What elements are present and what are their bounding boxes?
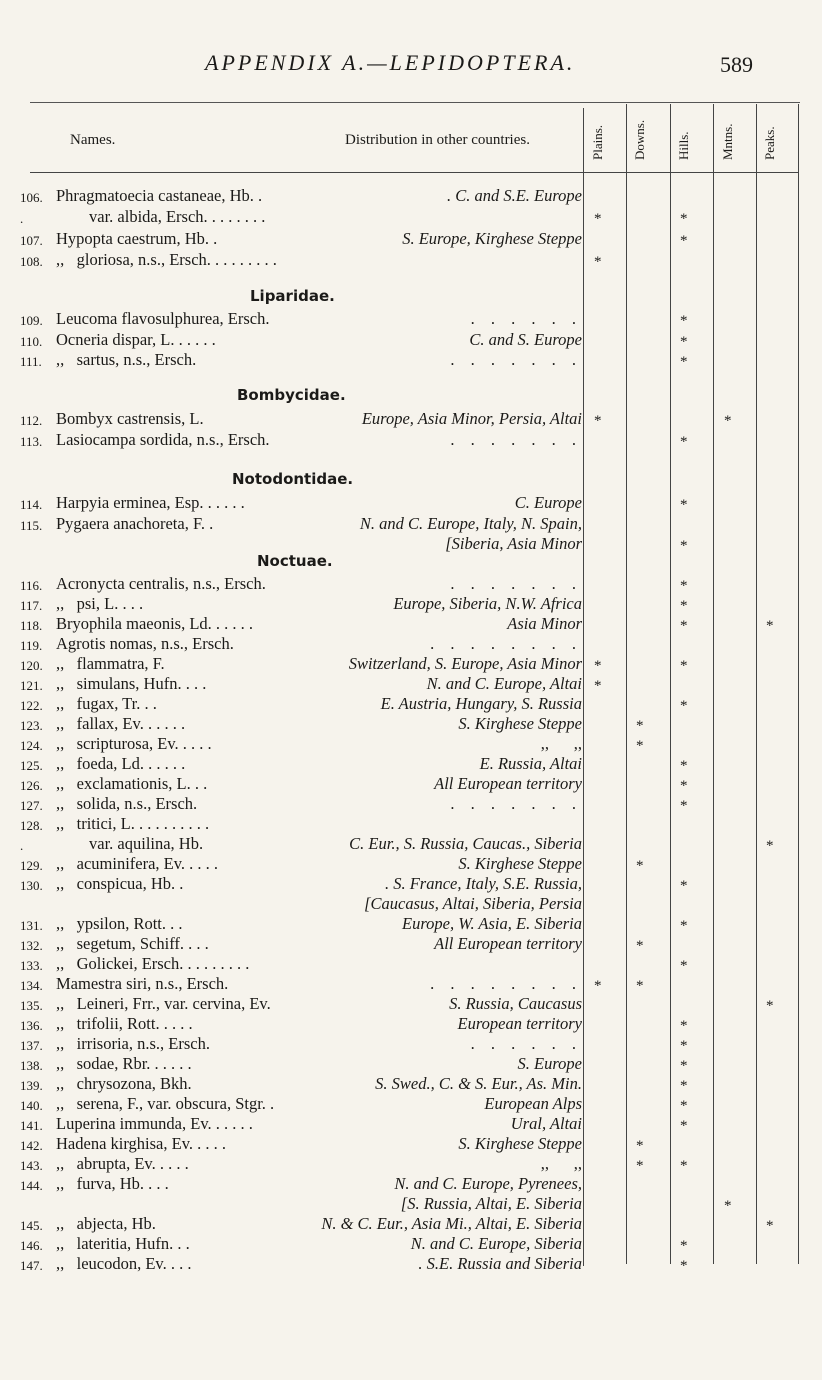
table-row xyxy=(0,1074,822,1094)
table-row xyxy=(0,1154,822,1174)
table-row xyxy=(0,734,822,754)
species-name: var. albida, Ersch. . . . . . . . xyxy=(56,207,266,226)
species-name: Agrotis nomas, n.s., Ersch. xyxy=(56,634,234,653)
habitat-mark-downs: * xyxy=(636,738,644,754)
column-header-downs: Downs. xyxy=(632,119,647,160)
table-row xyxy=(0,654,822,674)
species-name: ,, irrisoria, n.s., Ersch. xyxy=(56,1034,210,1053)
table-row xyxy=(0,714,822,734)
habitat-mark-hills: * xyxy=(680,618,688,634)
species-name: Leucoma flavosulphurea, Ersch. xyxy=(56,309,270,328)
distribution: C. Europe xyxy=(514,493,582,512)
species-name: ,, furva, Hb. . . . xyxy=(56,1174,169,1193)
habitat-mark-hills: * xyxy=(680,918,688,934)
distribution: . C. and S.E. Europe xyxy=(446,186,582,205)
habitat-mark-hills: * xyxy=(680,1038,688,1054)
habitat-mark-peaks: * xyxy=(766,1218,774,1234)
habitat-mark-peaks: * xyxy=(766,618,774,634)
distribution: Switzerland, S. Europe, Asia Minor xyxy=(348,654,582,673)
row-number: 127. xyxy=(20,798,43,813)
habitat-mark-peaks: * xyxy=(766,998,774,1014)
row-number: 120. xyxy=(20,658,43,673)
distribution: S. Russia, Caucasus xyxy=(449,994,582,1013)
table-row xyxy=(0,1114,822,1134)
species-name: ,, serena, F., var. obscura, Stgr. . xyxy=(56,1094,275,1113)
habitat-mark-hills: * xyxy=(680,1058,688,1074)
distribution: C. Eur., S. Russia, Caucas., Siberia xyxy=(349,834,582,853)
habitat-mark-downs: * xyxy=(636,978,644,994)
row-number: 147. xyxy=(20,1258,43,1273)
header-bottom-rule xyxy=(30,172,798,173)
section-notodontidae: Notodontidae. xyxy=(232,470,354,488)
species-name: ,, lateritia, Hufn. . . xyxy=(56,1234,190,1253)
table-row xyxy=(0,1174,822,1194)
table-row xyxy=(0,309,822,329)
habitat-mark-hills: * xyxy=(680,1098,688,1114)
row-number: 140. xyxy=(20,1098,43,1113)
table-row xyxy=(0,634,822,654)
habitat-mark-hills: * xyxy=(680,578,688,594)
habitat-mark-hills: * xyxy=(680,658,688,674)
habitat-mark-plains: * xyxy=(594,254,602,270)
habitat-mark-plains: * xyxy=(594,678,602,694)
row-number: 111. xyxy=(20,354,42,369)
distribution: All European territory xyxy=(434,774,582,793)
row-number: 108. xyxy=(20,254,43,269)
row-number: 112. xyxy=(20,413,43,428)
habitat-mark-downs: * xyxy=(636,1138,644,1154)
row-number: 110. xyxy=(20,334,43,349)
species-name: ,, simulans, Hufn. . . . xyxy=(56,674,207,693)
row-number: 116. xyxy=(20,578,43,593)
distribution: . . . . . . . xyxy=(450,430,582,449)
table-row xyxy=(0,514,822,534)
row-number: 142. xyxy=(20,1138,43,1153)
row-number: 143. xyxy=(20,1158,43,1173)
species-name: Hypopta caestrum, Hb. . xyxy=(56,229,218,248)
table-row xyxy=(0,1234,822,1254)
habitat-mark-hills: * xyxy=(680,758,688,774)
habitat-mark-hills: * xyxy=(680,334,688,350)
distribution: N. and C. Europe, Altai xyxy=(426,674,582,693)
row-number: 131. xyxy=(20,918,43,933)
species-name: ,, tritici, L. . . . . . . . . . xyxy=(56,814,210,833)
distribution: Europe, Asia Minor, Persia, Altai xyxy=(361,409,582,428)
distribution: C. and S. Europe xyxy=(469,330,582,349)
species-name: Bombyx castrensis, L. xyxy=(56,409,204,428)
row-number: 113. xyxy=(20,434,43,449)
species-name: Pygaera anachoreta, F. . xyxy=(56,514,214,533)
table-row xyxy=(0,814,822,834)
habitat-mark-hills: * xyxy=(680,1258,688,1274)
distribution: S. Europe, Kirghese Steppe xyxy=(402,229,582,248)
habitat-mark-hills: * xyxy=(680,1118,688,1134)
distribution: N. and C. Europe, Pyrenees, xyxy=(394,1174,582,1193)
habitat-mark-downs: * xyxy=(636,718,644,734)
distribution: European Alps xyxy=(484,1094,582,1113)
row-number: 122. xyxy=(20,698,43,713)
habitat-mark-hills: * xyxy=(680,958,688,974)
page-number: 589 xyxy=(720,52,753,77)
distribution: [S. Russia, Altai, E. Siberia xyxy=(400,1194,582,1213)
habitat-mark-hills: * xyxy=(680,598,688,614)
table-row xyxy=(0,330,822,350)
distribution: . . . . . . . xyxy=(450,574,582,593)
habitat-mark-downs: * xyxy=(636,858,644,874)
row-number: . xyxy=(20,211,24,226)
habitat-mark-hills: * xyxy=(680,1018,688,1034)
distribution: N. and C. Europe, Italy, N. Spain, xyxy=(359,514,582,533)
species-name: ,, ypsilon, Rott. . . xyxy=(56,914,183,933)
row-number: 144. xyxy=(20,1178,43,1193)
table-row xyxy=(0,974,822,994)
table-row xyxy=(0,934,822,954)
species-name: ,, psi, L. . . . xyxy=(56,594,144,613)
top-rule xyxy=(30,102,800,103)
species-name: ,, fallax, Ev. . . . . . xyxy=(56,714,186,733)
species-name: ,, segetum, Schiff. . . . xyxy=(56,934,209,953)
table-row xyxy=(0,534,822,554)
column-header-plains: Plains. xyxy=(590,124,605,160)
row-number: 132. xyxy=(20,938,43,953)
row-number: 135. xyxy=(20,998,43,1013)
species-name: ,, abrupta, Ev. . . . . xyxy=(56,1154,189,1173)
species-name: Acronycta centralis, n.s., Ersch. xyxy=(56,574,266,593)
species-name: Bryophila maeonis, Ld. . . . . . xyxy=(56,614,254,633)
table-row xyxy=(0,1014,822,1034)
row-number: 123. xyxy=(20,718,43,733)
distribution: Europe, W. Asia, E. Siberia xyxy=(402,914,582,933)
species-name: Mamestra siri, n.s., Ersch. xyxy=(56,974,229,993)
habitat-mark-downs: * xyxy=(636,1158,644,1174)
table-row xyxy=(0,754,822,774)
table-row xyxy=(0,1194,822,1214)
distribution: All European territory xyxy=(434,934,582,953)
table-row xyxy=(0,614,822,634)
table-row xyxy=(0,207,822,227)
distribution: . . . . . . xyxy=(470,309,582,328)
distribution: S. Kirghese Steppe xyxy=(458,714,582,733)
column-header-hills: Hills. xyxy=(676,131,691,160)
table-row xyxy=(0,1134,822,1154)
row-number: 107. xyxy=(20,233,43,248)
table-row xyxy=(0,834,822,854)
page-header xyxy=(0,50,822,80)
habitat-mark-plains: * xyxy=(594,658,602,674)
species-name: var. aquilina, Hb. xyxy=(56,834,204,853)
habitat-mark-hills: * xyxy=(680,313,688,329)
habitat-mark-hills: * xyxy=(680,497,688,513)
row-number: 129. xyxy=(20,858,43,873)
species-name: ,, fugax, Tr. . . xyxy=(56,694,157,713)
species-name: ,, foeda, Ld. . . . . . xyxy=(56,754,186,773)
row-number: 145. xyxy=(20,1218,43,1233)
table-row xyxy=(0,594,822,614)
habitat-mark-hills: * xyxy=(680,698,688,714)
species-name: Hadena kirghisa, Ev. . . . . xyxy=(56,1134,227,1153)
distribution: . S. France, Italy, S.E. Russia, xyxy=(384,874,582,893)
distribution: Asia Minor xyxy=(507,614,582,633)
species-name: ,, chrysozona, Bkh. xyxy=(56,1074,192,1093)
habitat-mark-hills: * xyxy=(680,798,688,814)
distribution: N. and C. Europe, Siberia xyxy=(410,1234,582,1253)
table-row xyxy=(0,229,822,249)
habitat-mark-hills: * xyxy=(680,778,688,794)
table-row xyxy=(0,914,822,934)
habitat-mark-hills: * xyxy=(680,1078,688,1094)
table-row xyxy=(0,674,822,694)
species-name: ,, flammatra, F. xyxy=(56,654,165,673)
table-row xyxy=(0,430,822,450)
species-name: Luperina immunda, Ev. . . . . . xyxy=(56,1114,253,1133)
distribution-column-header: Distribution in other countries. xyxy=(345,132,530,148)
row-number: 118. xyxy=(20,618,43,633)
row-number: 146. xyxy=(20,1238,43,1253)
table-row xyxy=(0,894,822,914)
column-header-mntns: Mntns. xyxy=(720,123,735,160)
species-name: ,, solida, n.s., Ersch. xyxy=(56,794,198,813)
row-number: 141. xyxy=(20,1118,43,1133)
habitat-mark-hills: * xyxy=(680,211,688,227)
distribution: [Caucasus, Altai, Siberia, Persia xyxy=(364,894,582,913)
species-name: ,, abjecta, Hb. xyxy=(56,1214,156,1233)
row-number: 109. xyxy=(20,313,43,328)
species-name: Harpyia erminea, Esp. . . . . . xyxy=(56,493,245,512)
table-row xyxy=(0,694,822,714)
species-name: ,, scripturosa, Ev. . . . . xyxy=(56,734,212,753)
distribution: . . . . . . . xyxy=(450,350,582,369)
table-row xyxy=(0,874,822,894)
distribution: S. Swed., C. & S. Eur., As. Min. xyxy=(375,1074,582,1093)
row-number: 124. xyxy=(20,738,43,753)
table-row xyxy=(0,1254,822,1274)
species-name: ,, acuminifera, Ev. . . . . xyxy=(56,854,219,873)
distribution: . . . . . . . . xyxy=(430,974,582,993)
row-number: 136. xyxy=(20,1018,43,1033)
habitat-mark-downs: * xyxy=(636,938,644,954)
row-number: 138. xyxy=(20,1058,43,1073)
section-liparidae: Liparidae. xyxy=(250,287,335,305)
row-number: 119. xyxy=(20,638,43,653)
habitat-mark-hills: * xyxy=(680,1158,688,1174)
table-row xyxy=(0,774,822,794)
distribution: [Siberia, Asia Minor xyxy=(445,534,582,553)
species-name: ,, sartus, n.s., Ersch. xyxy=(56,350,197,369)
habitat-mark-peaks: * xyxy=(766,838,774,854)
table-row xyxy=(0,250,822,270)
section-bombycidae: Bombycidae. xyxy=(237,386,346,404)
table-row xyxy=(0,954,822,974)
row-number: 139. xyxy=(20,1078,43,1093)
row-number: . xyxy=(20,838,24,853)
habitat-mark-hills: * xyxy=(680,538,688,554)
table-row xyxy=(0,1094,822,1114)
section-noctuae: Noctuae. xyxy=(257,552,333,570)
names-column-header: Names. xyxy=(70,132,116,148)
table-row xyxy=(0,1034,822,1054)
table-row xyxy=(0,1054,822,1074)
row-number: 115. xyxy=(20,518,43,533)
species-name: ,, exclamationis, L. . . xyxy=(56,774,208,793)
distribution: S. Kirghese Steppe xyxy=(458,1134,582,1153)
table-row xyxy=(0,1214,822,1234)
table-row xyxy=(0,574,822,594)
row-number: 117. xyxy=(20,598,43,613)
distribution: . . . . . . . . xyxy=(430,634,582,653)
table-row xyxy=(0,854,822,874)
habitat-mark-hills: * xyxy=(680,434,688,450)
row-number: 128. xyxy=(20,818,43,833)
habitat-mark-plains: * xyxy=(594,978,602,994)
distribution: S. Kirghese Steppe xyxy=(458,854,582,873)
distribution: Ural, Altai xyxy=(510,1114,582,1133)
row-number: 130. xyxy=(20,878,43,893)
row-number: 106. xyxy=(20,190,43,205)
distribution: E. Russia, Altai xyxy=(479,754,582,773)
species-name: ,, leucodon, Ev. . . . xyxy=(56,1254,192,1273)
habitat-mark-mntns: * xyxy=(724,413,732,429)
row-number: 125. xyxy=(20,758,43,773)
habitat-mark-mntns: * xyxy=(724,1198,732,1214)
table-row xyxy=(0,994,822,1014)
distribution: Europe, Siberia, N.W. Africa xyxy=(393,594,582,613)
species-name: ,, conspicua, Hb. . xyxy=(56,874,184,893)
table-row xyxy=(0,794,822,814)
row-number: 134. xyxy=(20,978,43,993)
species-name: Lasiocampa sordida, n.s., Ersch. xyxy=(56,430,270,449)
species-name: ,, sodae, Rbr. . . . . . xyxy=(56,1054,192,1073)
row-number: 137. xyxy=(20,1038,43,1053)
distribution: S. Europe xyxy=(517,1054,582,1073)
species-name: ,, Golickei, Ersch. . . . . . . . . xyxy=(56,954,250,973)
distribution: . . . . . . . xyxy=(450,794,582,813)
species-name: Phragmatoecia castaneae, Hb. . xyxy=(56,186,263,205)
distribution: . S.E. Russia and Siberia xyxy=(418,1254,582,1273)
row-number: 121. xyxy=(20,678,43,693)
table-row xyxy=(0,350,822,370)
habitat-mark-hills: * xyxy=(680,1238,688,1254)
habitat-mark-hills: * xyxy=(680,354,688,370)
table-row xyxy=(0,186,822,206)
table-row xyxy=(0,409,822,429)
species-name: ,, trifolii, Rott. . . . . xyxy=(56,1014,193,1033)
distribution: N. & C. Eur., Asia Mi., Altai, E. Siberia xyxy=(321,1214,582,1233)
row-number: 114. xyxy=(20,497,43,512)
distribution: European territory xyxy=(457,1014,582,1033)
distribution: . . . . . . xyxy=(470,1034,582,1053)
species-name: ,, gloriosa, n.s., Ersch. . . . . . . . . xyxy=(56,250,277,269)
species-name: ,, Leineri, Frr., var. cervina, Ev. xyxy=(56,994,271,1013)
column-header-peaks: Peaks. xyxy=(762,126,777,160)
habitat-mark-hills: * xyxy=(680,233,688,249)
habitat-mark-hills: * xyxy=(680,878,688,894)
row-number: 133. xyxy=(20,958,43,973)
table-row xyxy=(0,493,822,513)
distribution: ,, ,, xyxy=(540,734,582,753)
habitat-mark-plains: * xyxy=(594,211,602,227)
distribution: E. Austria, Hungary, S. Russia xyxy=(380,694,582,713)
species-name: Ocneria dispar, L. . . . . . xyxy=(56,330,216,349)
row-number: 126. xyxy=(20,778,43,793)
distribution: ,, ,, xyxy=(540,1154,582,1173)
habitat-mark-plains: * xyxy=(594,413,602,429)
running-title: APPENDIX A.—LEPIDOPTERA. xyxy=(205,50,576,75)
